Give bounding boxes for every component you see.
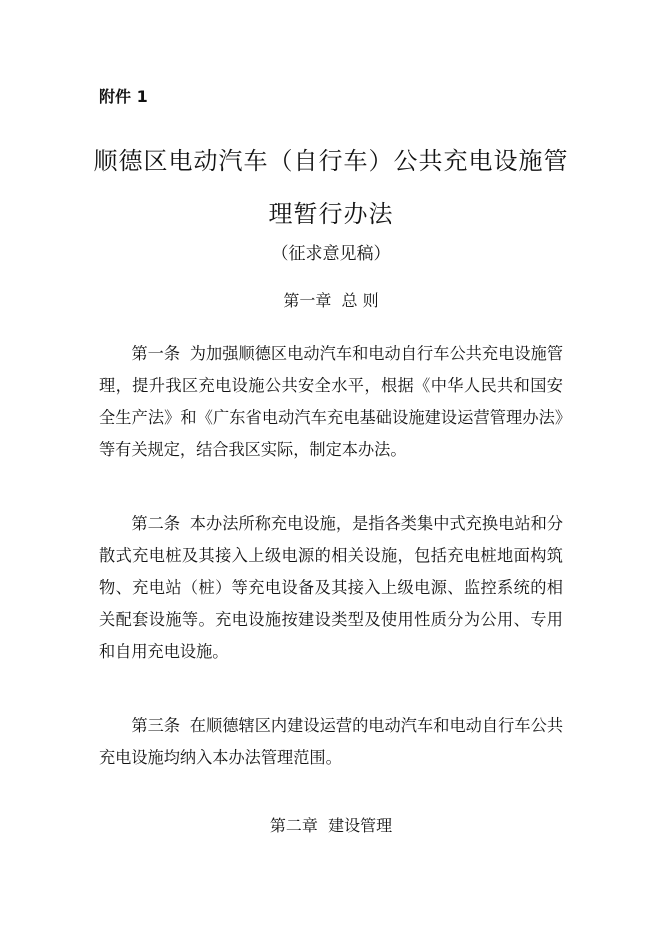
attachment-label: 附件 1	[99, 87, 148, 106]
chapter-heading-1	[0, 289, 662, 313]
chapter-name: 总 则	[341, 291, 379, 310]
article-number: 第一条	[131, 344, 181, 363]
article-1	[99, 338, 563, 466]
chapter-name: 建设管理	[328, 816, 393, 835]
article-number: 第三条	[131, 716, 181, 735]
document-title-line-1: 顺德区电动汽车（自行车）公共充电设施管	[93, 147, 569, 175]
article-text: 在顺德辖区内建设运营的电动汽车和电动自行车公共充电设施均纳入本办法管理范围。	[99, 716, 564, 767]
article-2	[99, 508, 563, 668]
article-3	[99, 710, 563, 774]
document-title-line-2: 理暂行办法	[268, 200, 394, 228]
chapter-number: 第二章	[269, 816, 318, 835]
draft-note: （征求意见稿）	[271, 244, 391, 264]
article-number: 第二条	[131, 514, 181, 533]
chapter-heading-2	[0, 814, 662, 838]
article-text: 为加强顺德区电动汽车和电动自行车公共充电设施管理，提升我区充电设施公共安全水平，根据《中华人民共和国安全生产法》和《广东省电动汽车充电基础设施建设运营管理办法》等有关规定，结合我区实际，制定本办法。	[99, 344, 564, 459]
chapter-number: 第一章	[283, 291, 332, 310]
article-text: 本办法所称充电设施，是指各类集中式充换电站和分散式充电桩及其接入上级电源的相关设施，包括充电桩地面构筑物、充电站（桩）等充电设备及其接入上级电源、监控系统的相关配套设施等。充电设施按建设类型及使用性质分为公用、专用和自用充电设施。	[99, 514, 564, 661]
